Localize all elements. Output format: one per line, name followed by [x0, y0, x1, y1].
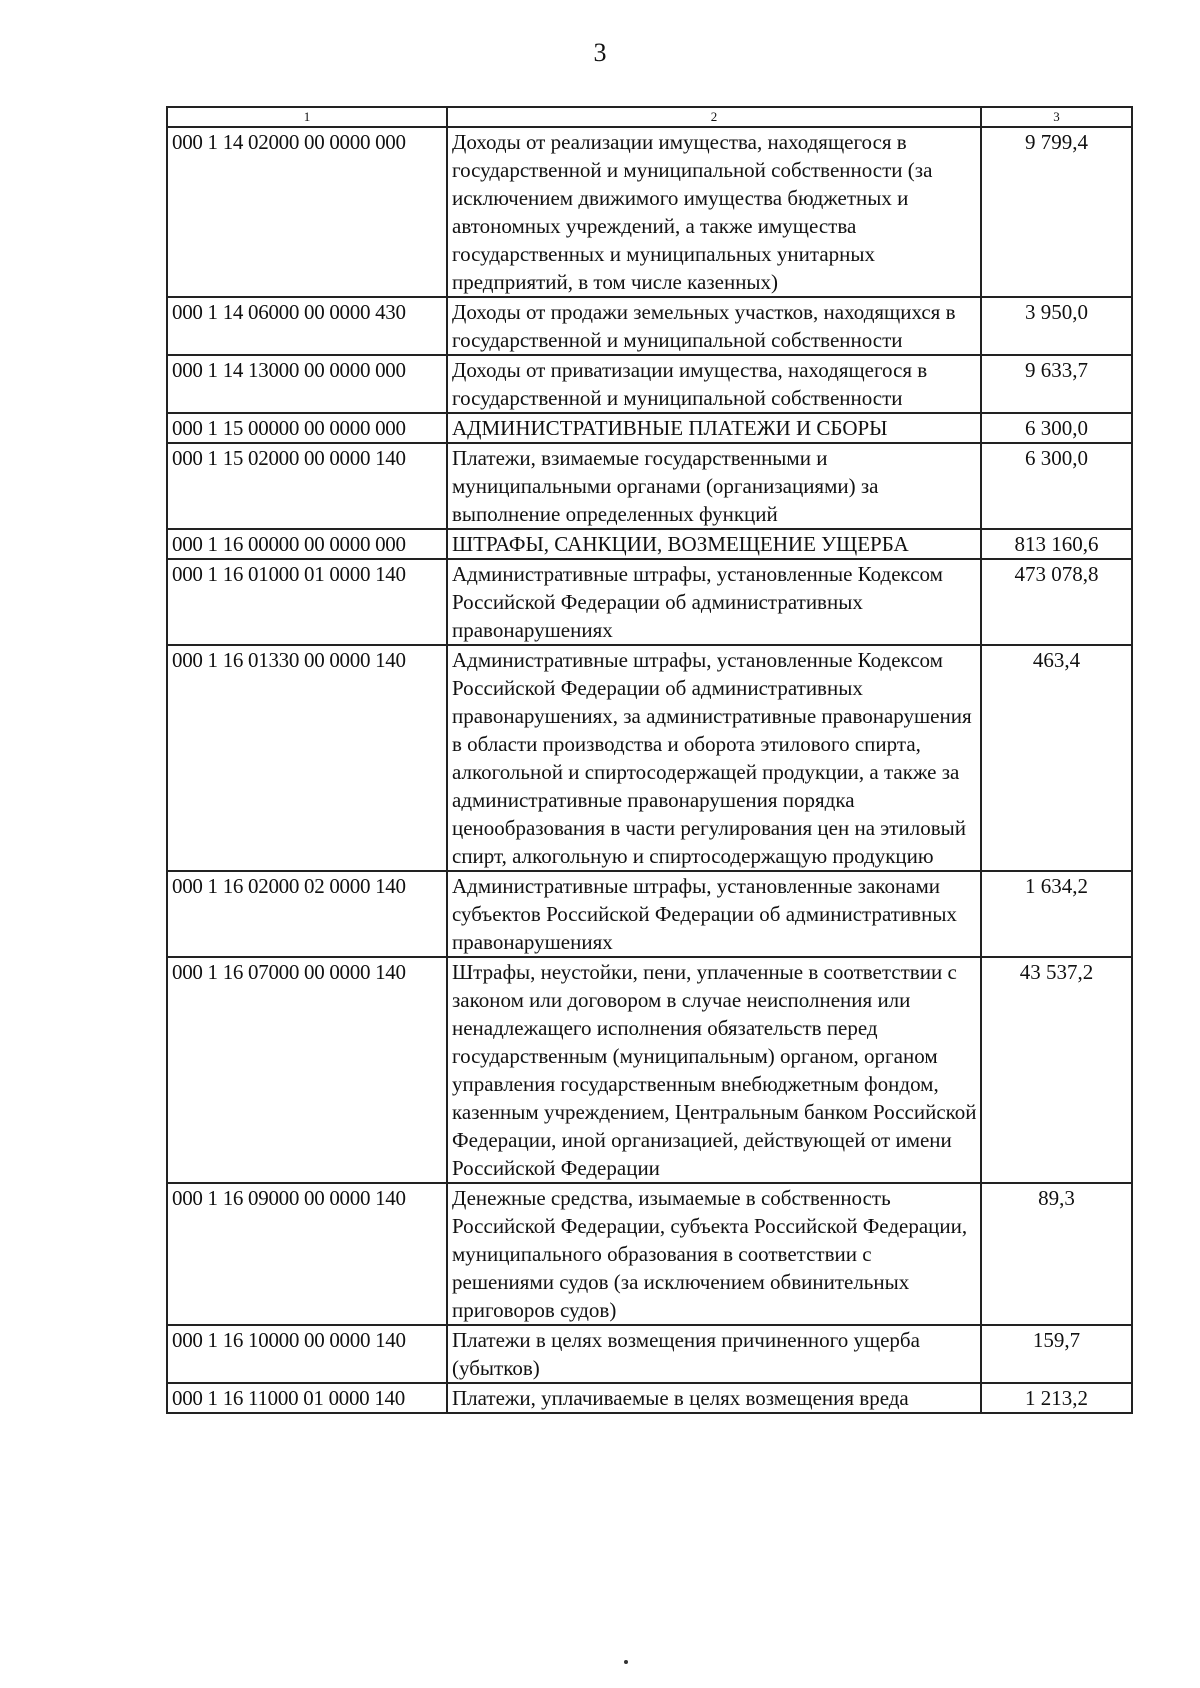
- row-code: 000 1 16 07000 00 0000 140: [167, 957, 447, 1183]
- page-number: 3: [593, 38, 607, 67]
- column-header-amount: 3: [981, 107, 1132, 127]
- row-amount: 43 537,2: [981, 957, 1132, 1183]
- row-amount: 3 950,0: [981, 297, 1132, 355]
- row-code: 000 1 15 00000 00 0000 000: [167, 413, 447, 443]
- row-description: Административные штрафы, установленные Кодексом Российской Федерации об административных правонарушениях, за административные правонарушения в области производства и оборота этилового спирта, алкогольной и спиртосодержащей продукции, а также за административные правонарушения порядка ценообразования в части регулирования цен на этиловый спирт, алкогольную и спиртосодержащую продукцию: [447, 645, 981, 871]
- scan-speck: [624, 1660, 628, 1664]
- row-amount: 473 078,8: [981, 559, 1132, 645]
- column-header-code: 1: [167, 107, 447, 127]
- table-row: [167, 559, 1132, 645]
- table-row: [167, 355, 1132, 413]
- table-row: [167, 443, 1132, 529]
- table-row: [167, 957, 1132, 1183]
- row-description: АДМИНИСТРАТИВНЫЕ ПЛАТЕЖИ И СБОРЫ: [447, 413, 981, 443]
- row-description: Доходы от продажи земельных участков, находящихся в государственной и муниципальной собственности: [447, 297, 981, 355]
- row-amount: 1 213,2: [981, 1383, 1132, 1413]
- row-amount: 1 634,2: [981, 871, 1132, 957]
- row-description: Штрафы, неустойки, пени, уплаченные в соответствии с законом или договором в случае неисполнения или ненадлежащего исполнения обязательств перед государственным (муниципальным) органом, органом управления государственным внебюджетным фондом, казенным учреждением, Центральным банком Российской Федерации, иной организацией, действующей от имени Российской Федерации: [447, 957, 981, 1183]
- table-row: [167, 1325, 1132, 1383]
- column-header-description: 2: [447, 107, 981, 127]
- table-row: [167, 413, 1132, 443]
- row-code: 000 1 15 02000 00 0000 140: [167, 443, 447, 529]
- row-code: 000 1 16 02000 02 0000 140: [167, 871, 447, 957]
- budget-revenue-table: [166, 106, 1133, 1414]
- row-description: Денежные средства, изымаемые в собственность Российской Федерации, субъекта Российской Федерации, муниципального образования в соответствии с решениями судов (за исключением обвинительных приговоров судов): [447, 1183, 981, 1325]
- row-amount: 89,3: [981, 1183, 1132, 1325]
- row-description: ШТРАФЫ, САНКЦИИ, ВОЗМЕЩЕНИЕ УЩЕРБА: [447, 529, 981, 559]
- table-row: [167, 529, 1132, 559]
- row-amount: 6 300,0: [981, 413, 1132, 443]
- row-amount: 9 633,7: [981, 355, 1132, 413]
- table-row: [167, 645, 1132, 871]
- row-description: Платежи, взимаемые государственными и муниципальными органами (организациями) за выполнение определенных функций: [447, 443, 981, 529]
- row-code: 000 1 14 06000 00 0000 430: [167, 297, 447, 355]
- row-code: 000 1 16 01000 01 0000 140: [167, 559, 447, 645]
- row-amount: 813 160,6: [981, 529, 1132, 559]
- row-description: Доходы от приватизации имущества, находящегося в государственной и муниципальной собственности: [447, 355, 981, 413]
- row-description: Административные штрафы, установленные законами субъектов Российской Федерации об административных правонарушениях: [447, 871, 981, 957]
- table-row: [167, 1383, 1132, 1413]
- table-header-row: [167, 107, 1132, 127]
- table-row: [167, 297, 1132, 355]
- row-code: 000 1 16 00000 00 0000 000: [167, 529, 447, 559]
- row-code: 000 1 16 01330 00 0000 140: [167, 645, 447, 871]
- row-amount: 463,4: [981, 645, 1132, 871]
- row-code: 000 1 16 10000 00 0000 140: [167, 1325, 447, 1383]
- table-row: [167, 1183, 1132, 1325]
- row-code: 000 1 16 09000 00 0000 140: [167, 1183, 447, 1325]
- table-row: [167, 127, 1132, 297]
- row-description: Доходы от реализации имущества, находящегося в государственной и муниципальной собственности (за исключением движимого имущества бюджетных и автономных учреждений, а также имущества государственных и муниципальных унитарных предприятий, в том числе казенных): [447, 127, 981, 297]
- row-code: 000 1 16 11000 01 0000 140: [167, 1383, 447, 1413]
- row-description: Платежи, уплачиваемые в целях возмещения вреда: [447, 1383, 981, 1413]
- row-amount: 6 300,0: [981, 443, 1132, 529]
- row-code: 000 1 14 02000 00 0000 000: [167, 127, 447, 297]
- row-code: 000 1 14 13000 00 0000 000: [167, 355, 447, 413]
- row-amount: 159,7: [981, 1325, 1132, 1383]
- table-row: [167, 871, 1132, 957]
- row-description: Платежи в целях возмещения причиненного ущерба (убытков): [447, 1325, 981, 1383]
- row-description: Административные штрафы, установленные Кодексом Российской Федерации об административных правонарушениях: [447, 559, 981, 645]
- row-amount: 9 799,4: [981, 127, 1132, 297]
